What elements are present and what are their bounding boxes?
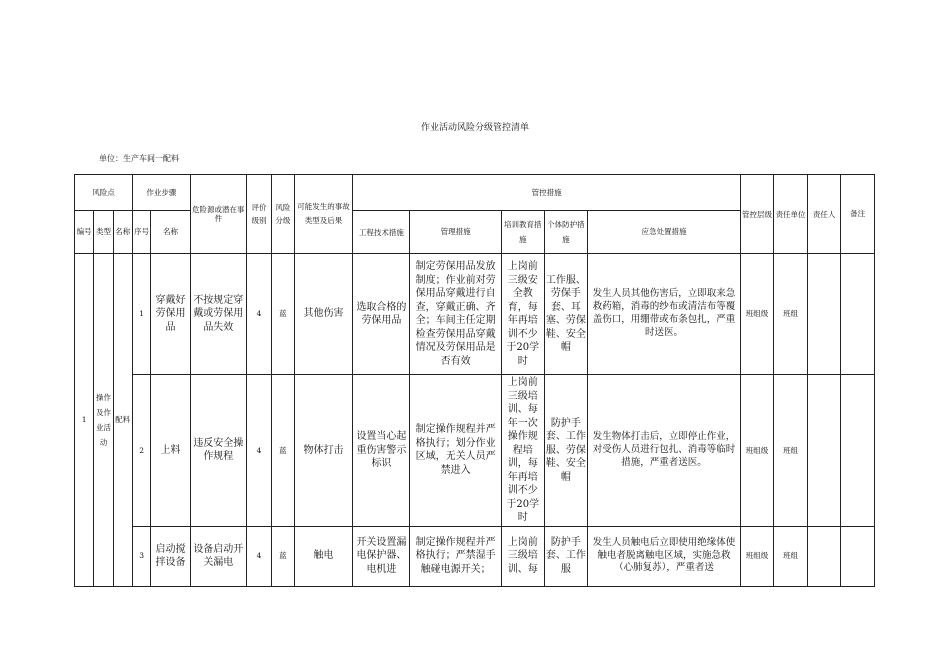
risk-control-table bbox=[74, 174, 875, 587]
header-eval-level: 评价级别 bbox=[246, 175, 271, 254]
row-risk-level: 蓝 bbox=[272, 254, 294, 375]
row-eng-tech: 开关设置漏电保护器、电机进 bbox=[353, 526, 410, 586]
header-training: 培训教育措施 bbox=[501, 211, 544, 254]
table-row bbox=[75, 526, 875, 586]
header-work-step: 作业步骤 bbox=[132, 175, 190, 211]
row-resp-unit: 班组 bbox=[774, 526, 808, 586]
header-risk-level: 风险分级 bbox=[272, 175, 294, 254]
row-hazard: 设备启动开关漏电 bbox=[190, 526, 246, 586]
row-control-tier: 班组级 bbox=[740, 375, 774, 527]
table-row bbox=[75, 375, 875, 527]
row-eval-level: 4 bbox=[246, 526, 271, 586]
row-emergency: 发生人员触电后立即使用绝缘体使触电者脱离触电区域，实施急救（心肺复苏），严重者送 bbox=[588, 526, 741, 586]
row-resp-person bbox=[807, 254, 841, 375]
group-type: 操作及作业活动 bbox=[94, 254, 113, 587]
row-remark bbox=[841, 254, 875, 375]
header-no: 编号 bbox=[75, 211, 94, 254]
header-name: 名称 bbox=[113, 211, 132, 254]
header-mgmt: 管理措施 bbox=[410, 211, 501, 254]
row-eval-level: 4 bbox=[246, 375, 271, 527]
row-mgmt: 制定操作规程并严格执行；严禁湿手触碰电源开关； bbox=[410, 526, 501, 586]
row-hazard: 不按规定穿戴或劳保用品失效 bbox=[190, 254, 246, 375]
row-seq: 2 bbox=[132, 375, 150, 527]
row-step-name: 上料 bbox=[151, 375, 191, 527]
row-accident: 触电 bbox=[294, 526, 353, 586]
row-accident: 其他伤害 bbox=[294, 254, 353, 375]
header-control-tier: 管控层级 bbox=[740, 175, 774, 254]
row-training: 上岗前三级培训、每 bbox=[501, 526, 544, 586]
row-remark bbox=[841, 526, 875, 586]
row-ppe: 工作服、劳保手套、耳塞、劳保鞋、安全帽 bbox=[544, 254, 588, 375]
row-emergency: 发生人员其他伤害后，立即取来急救药箱，消毒的纱布或清洁布等覆盖伤口，用绷带或布条包扎，严重时送医。 bbox=[588, 254, 741, 375]
row-eval-level: 4 bbox=[246, 254, 271, 375]
header-eng-tech: 工程技术措施 bbox=[353, 211, 410, 254]
document-title: 作业活动风险分级管控清单 bbox=[420, 123, 529, 133]
row-ppe: 防护手套、工作服 bbox=[544, 526, 588, 586]
risk-control-table-wrapper bbox=[74, 174, 875, 575]
group-name: 配料 bbox=[113, 254, 132, 587]
row-risk-level: 蓝 bbox=[272, 375, 294, 527]
header-row-1 bbox=[75, 175, 875, 211]
row-emergency: 发生物体打击后，立即停止作业，对受伤人员进行包扎、消毒等临时措施，严重者送医。 bbox=[588, 375, 741, 527]
row-accident: 物体打击 bbox=[294, 375, 353, 527]
header-accident-type: 可能发生的事故类型及后果 bbox=[294, 175, 353, 254]
header-seq: 序号 bbox=[132, 211, 150, 254]
row-resp-person bbox=[807, 526, 841, 586]
row-mgmt: 制定操作规程并严格执行；划分作业区域，无关人员严禁进入 bbox=[410, 375, 501, 527]
header-emergency: 应急处置措施 bbox=[588, 211, 741, 254]
header-remark: 备注 bbox=[841, 175, 875, 254]
header-type: 类型 bbox=[94, 211, 113, 254]
row-control-tier: 班组级 bbox=[740, 526, 774, 586]
header-resp-unit: 责任单位 bbox=[774, 175, 808, 254]
row-seq: 3 bbox=[132, 526, 150, 586]
row-step-name: 穿戴好劳保用品 bbox=[151, 254, 191, 375]
row-resp-unit: 班组 bbox=[774, 375, 808, 527]
row-eng-tech: 选取合格的劳保用品 bbox=[353, 254, 410, 375]
row-resp-person bbox=[807, 375, 841, 527]
header-ppe: 个体防护措施 bbox=[544, 211, 588, 254]
row-training: 上岗前三级培训、每年一次操作规程培训，每年再培训不少于20学时 bbox=[501, 375, 544, 527]
header-step-name: 名称 bbox=[151, 211, 191, 254]
row-hazard: 违反安全操作规程 bbox=[190, 375, 246, 527]
row-eng-tech: 设置当心起重伤害警示标识 bbox=[353, 375, 410, 527]
row-training: 上岗前三级安全教育，每年再培训不少于20学时 bbox=[501, 254, 544, 375]
row-mgmt: 制定劳保用品发放制度；作业前对劳保用品穿戴进行自查，穿戴正确、齐全；车间主任定期检查劳保用品穿戴情况及劳保用品是否有效 bbox=[410, 254, 501, 375]
row-remark bbox=[841, 375, 875, 527]
row-risk-level: 蓝 bbox=[272, 526, 294, 586]
table-row bbox=[75, 254, 875, 375]
row-ppe: 防护手套、工作服、劳保鞋、安全帽 bbox=[544, 375, 588, 527]
row-resp-unit: 班组 bbox=[774, 254, 808, 375]
row-seq: 1 bbox=[132, 254, 150, 375]
group-no: 1 bbox=[75, 254, 94, 587]
header-hazard: 危险源或潜在事件 bbox=[190, 175, 246, 254]
header-risk-point: 风险点 bbox=[75, 175, 133, 211]
row-control-tier: 班组级 bbox=[740, 254, 774, 375]
row-step-name: 启动搅拌设备 bbox=[151, 526, 191, 586]
header-control-measures: 管控措施 bbox=[353, 175, 740, 211]
unit-label: 单位：生产车间一配料 bbox=[99, 154, 179, 163]
header-resp-person: 责任人 bbox=[807, 175, 841, 254]
